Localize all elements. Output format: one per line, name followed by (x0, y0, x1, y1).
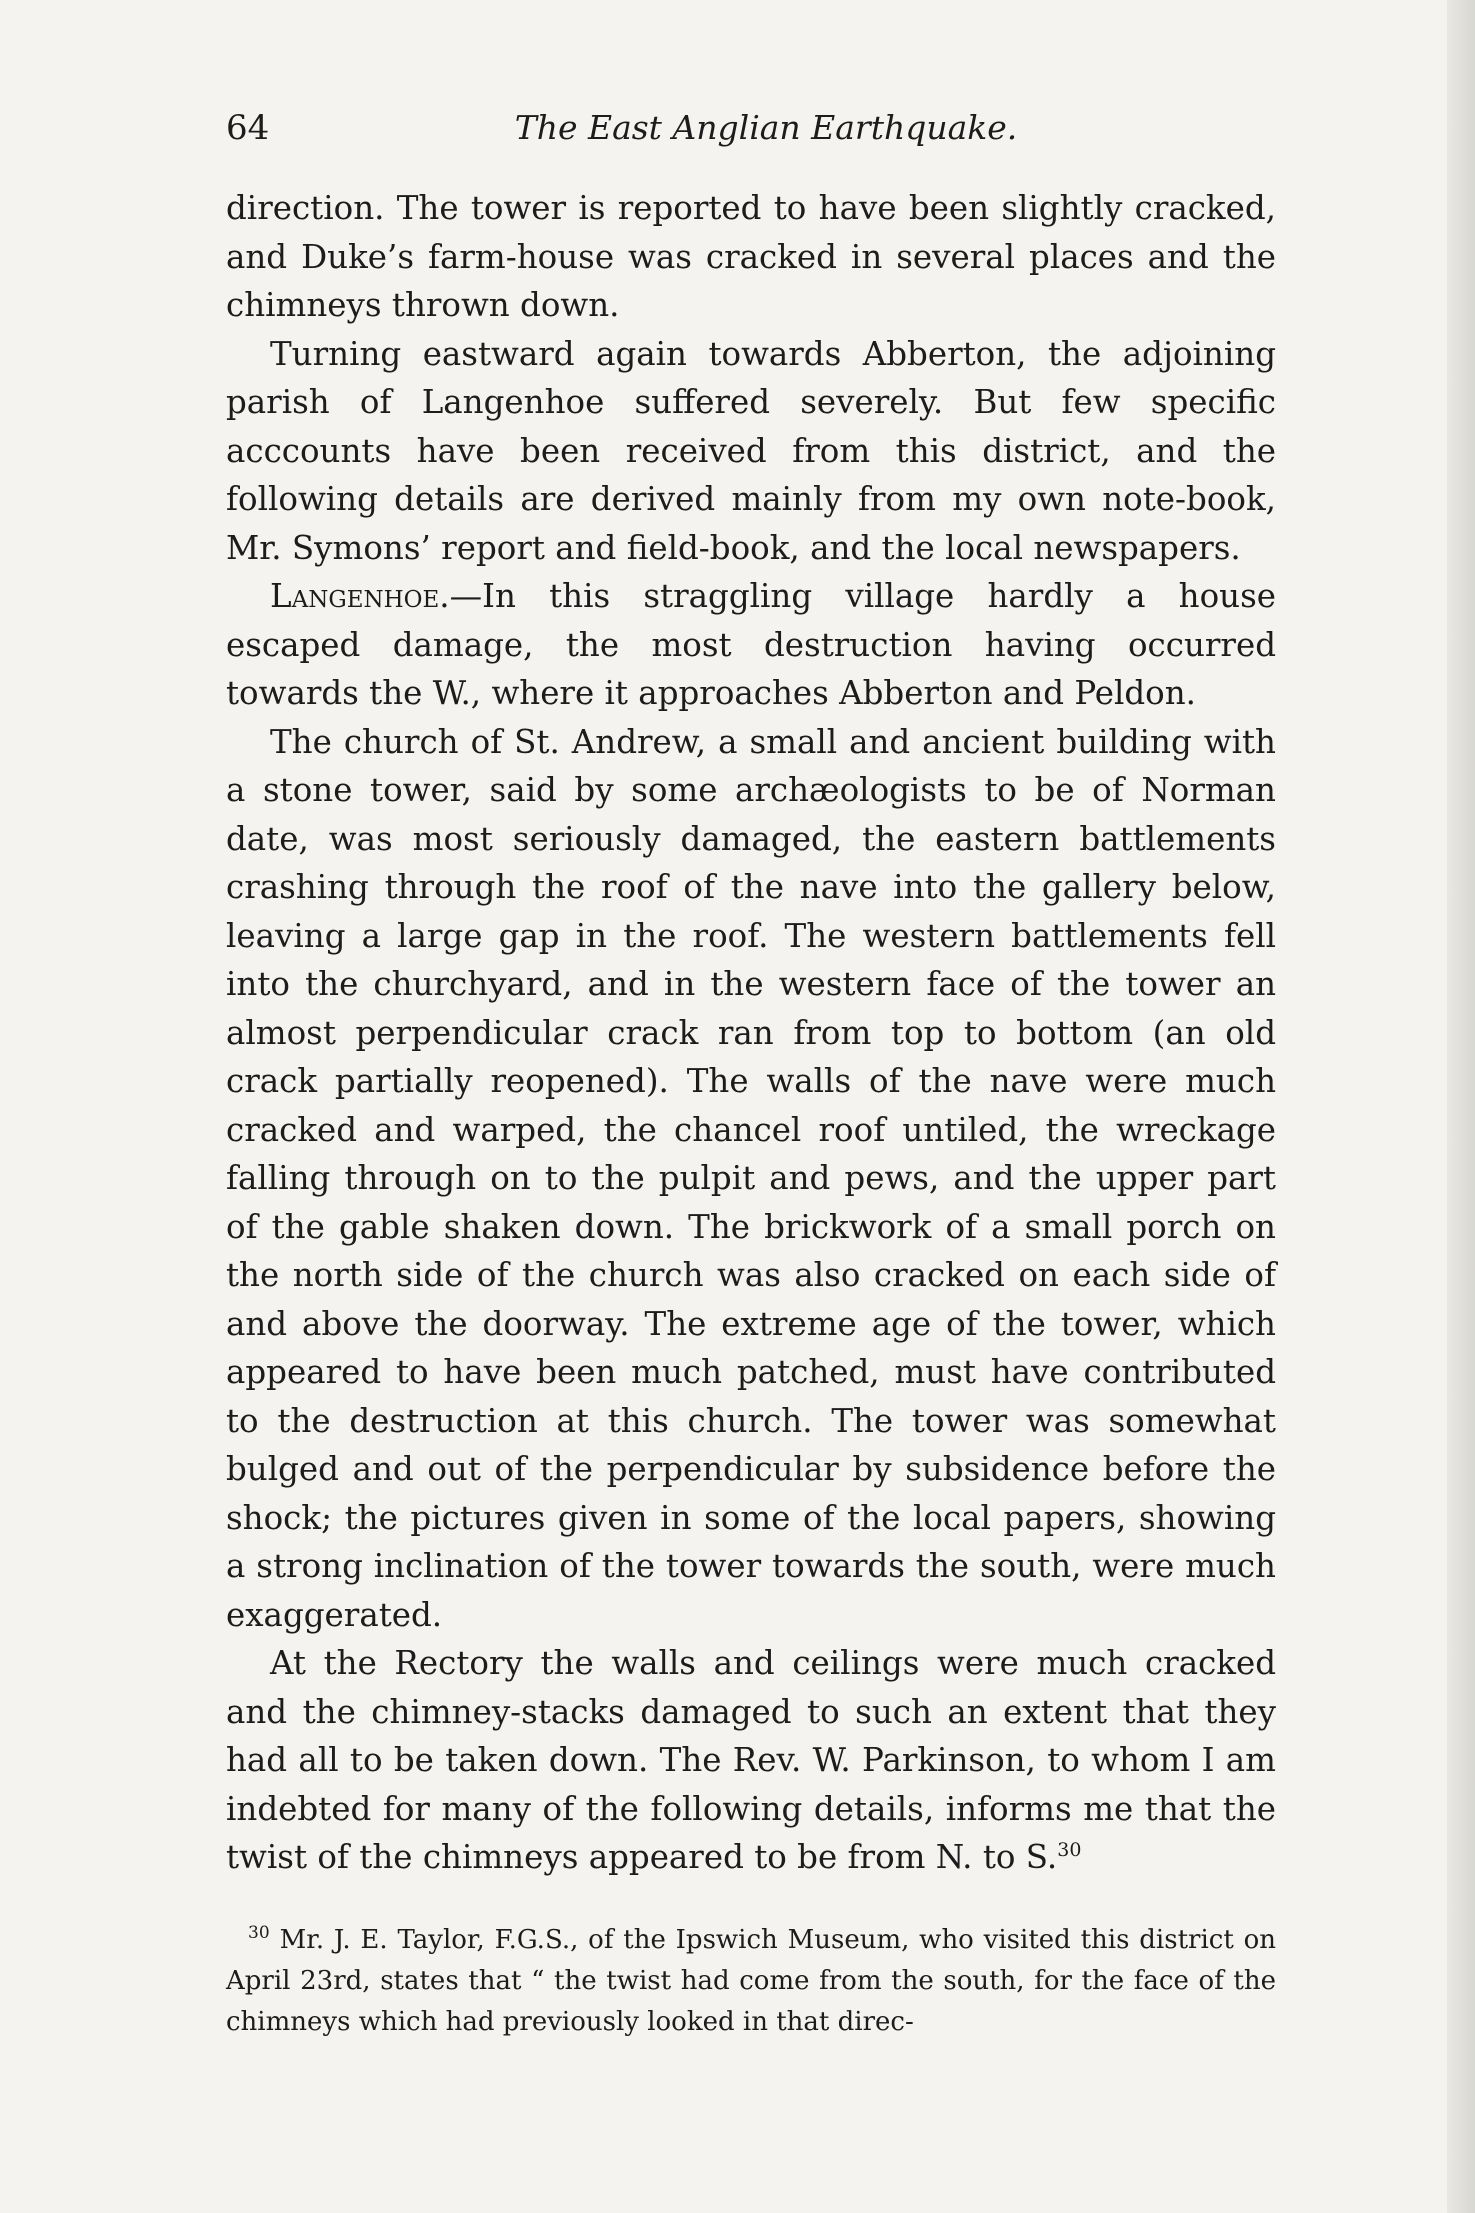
page-header (226, 104, 1276, 154)
running-title: The East Anglian Earthquake. (514, 108, 1018, 147)
footnote-30 (226, 1920, 1276, 2043)
paragraph-1: direction. The tower is reported to have been slightly cracked, and Duke’s farm-house was cracked in several places and the chimneys thrown down. (226, 189, 1276, 324)
footnote-mark: 30 (248, 1923, 270, 1944)
page-edge-shadow (1447, 0, 1475, 2213)
paragraph-4: The church of St. Andrew, a small and ancient building with a stone tower, said by some archæologists to be of Norman date, was most seriously damaged, the eastern battlements crashing through the roof of the nave into the gallery below, leaving a large gap in the roof. The western battlements fell into the churchyard, and in the western face of the tower an almost perpendicular crack ran from top to bottom (an old crack partially reopened). The walls of the nave were much cracked and warped, the chancel roof untiled, the wreckage falling through on to the pulpit and pews, and the upper part of the gable shaken down. The brickwork of a small porch on the north side of the church was also cracked on each side of and above the doorway. The extreme age of the tower, which appeared to have been much patched, must have contributed to the destruction at this church. The tower was somewhat bulged and out of the perpendicular by subsidence before the shock; the pictures given in some of the local papers, showing a strong inclination of the tower towards the south, were much exaggerated. (226, 722, 1276, 1634)
section-heading-langenhoe: Langenhoe. (270, 577, 450, 615)
footnote-text: Mr. J. E. Taylor, F.G.S., of the Ipswich Museum, who visited this district on April 23rd, states that “ the twist had come from the south, for the face of the chimneys which had previously looked in that direc- (226, 1925, 1276, 2037)
paragraph-2: Turning eastward again towards Abberton, the adjoining parish of Langenhoe suffered severely. But few specific acccounts have been received from this district, and the following details are derived mainly from my own note-book, Mr. Symons’ report and field-book, and the local newspapers. (226, 334, 1276, 567)
footnotes (226, 1920, 1276, 2043)
paragraph-5-text: At the Rectory the walls and ceilings were much cracked and the chimney-stacks damaged to such an extent that they had all to be taken down. The Rev. W. Parkinson, to whom I am indebted for many of the following details, informs me that the twist of the chimneys appeared to be from N. to S. (226, 1644, 1276, 1876)
footnote-reference: 30 (1057, 1839, 1082, 1862)
page-number: 64 (226, 108, 270, 148)
paragraph-3 (226, 572, 1276, 718)
body-text (226, 184, 1276, 1882)
paragraph-3-text: —In this straggling village hardly a house escaped damage, the most destruction having occurred towards the W., where it approaches Abberton and Peldon. (226, 577, 1276, 712)
paragraph-5 (226, 1639, 1276, 1882)
